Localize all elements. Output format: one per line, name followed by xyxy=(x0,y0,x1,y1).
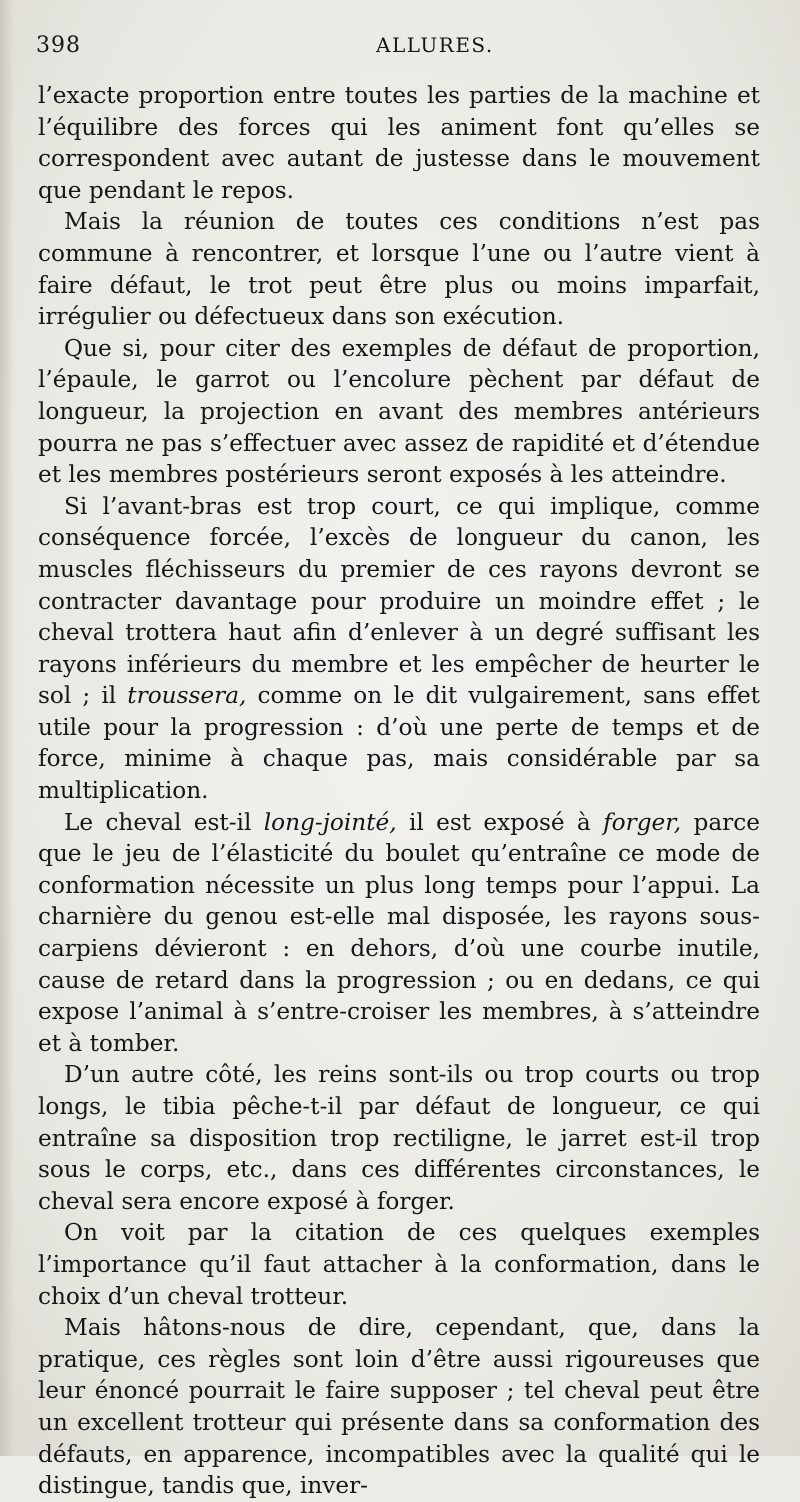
paragraph-4 xyxy=(38,491,760,807)
paragraph-3 xyxy=(38,333,760,491)
paragraph-4-italic-troussera: troussera, xyxy=(127,682,247,710)
page-spine-shadow xyxy=(0,0,14,1456)
paragraph-4-text-b: comme on le dit vulgairement, sans effet utile pour la progression : d’où une perte de temps et de force, minime à chaque pas, mais considérable par sa multiplication. xyxy=(38,682,760,805)
paragraph-5-text-b: il est exposé à xyxy=(396,808,604,836)
page-header xyxy=(36,33,760,63)
paragraph-2 xyxy=(38,206,760,332)
paragraph-5 xyxy=(38,807,760,1060)
body-text xyxy=(38,80,760,1502)
paragraph-4-text-a: Si l’avant-bras est trop court, ce qui implique, comme conséquence forcée, l’excès de longueur du canon, les muscles fléchisseurs du premier de ces rayons devront se contracter davantage pour produire un moindre effet ; le cheval trottera haut afin d’enlever à un degré suffisant les rayons inférieurs du membre et les empêcher de heurter le sol ; il xyxy=(38,492,760,710)
paragraph-5-italic-long-jointe: long-jointé, xyxy=(263,808,397,836)
paragraph-6 xyxy=(38,1059,760,1217)
paragraph-1 xyxy=(38,80,760,206)
paragraph-5-text-a: Le cheval est-il xyxy=(64,808,264,836)
paragraph-5-italic-forger: forger, xyxy=(603,808,682,836)
paragraph-5-text-c: parce que le jeu de l’élasticité du boulet qu’entraîne ce mode de conformation nécessite un plus long temps pour l’appui. La charnière du genou est-elle mal disposée, les rayons sous-carpiens dévieront : en dehors, d’où une courbe inutile, cause de retard dans la progression ; ou en dedans, ce qui expose l’animal à s’entre-croiser les membres, à s’atteindre et à tomber. xyxy=(38,808,760,1057)
paragraph-1-text: l’exacte proportion entre toutes les parties de la machine et l’équilibre des forces qui les animent font qu’elles se correspondent avec autant de justesse dans le mouvement que pendant le repos. xyxy=(38,82,760,204)
page-number: 398 xyxy=(36,33,81,58)
paragraph-8-text: Mais hâtons-nous de dire, cependant, que, dans la pratique, ces règles sont loin d’être aussi rigoureuses que leur énoncé pourrait le faire supposer ; tel cheval peut être un excellent trotteur qui présente dans sa conformation des défauts, en apparence, incompatibles avec la qualité qui le distingue, tandis que, inver- xyxy=(38,1314,760,1500)
paragraph-7 xyxy=(38,1217,760,1312)
paragraph-8 xyxy=(38,1312,760,1502)
paragraph-2-text: Mais la réunion de toutes ces conditions n’est pas commune à rencontrer, et lorsque l’une ou l’autre vient à faire défaut, le trot peut être plus ou moins imparfait, irrégulier ou défectueux dans son exécution. xyxy=(38,208,760,331)
running-head: ALLURES. xyxy=(376,33,494,57)
paragraph-6-text: D’un autre côté, les reins sont-ils ou trop courts ou trop longs, le tibia pêche-t-il par défaut de longueur, ce qui entraîne sa disposition trop rectiligne, le jarret est-il trop sous le corps, etc., dans ces différentes circonstances, le cheval sera encore exposé à forger. xyxy=(38,1061,760,1215)
paragraph-7-text: On voit par la citation de ces quelques exemples l’importance qu’il faut attacher à la conformation, dans le choix d’un cheval trotteur. xyxy=(38,1219,760,1310)
paragraph-3-text: Que si, pour citer des exemples de défaut de proportion, l’épaule, le garrot ou l’encolure pèchent par défaut de longueur, la projection en avant des membres antérieurs pourra ne pas s’effectuer avec assez de rapidité et d’étendue et les membres postérieurs seront exposés à les atteindre. xyxy=(38,334,760,489)
